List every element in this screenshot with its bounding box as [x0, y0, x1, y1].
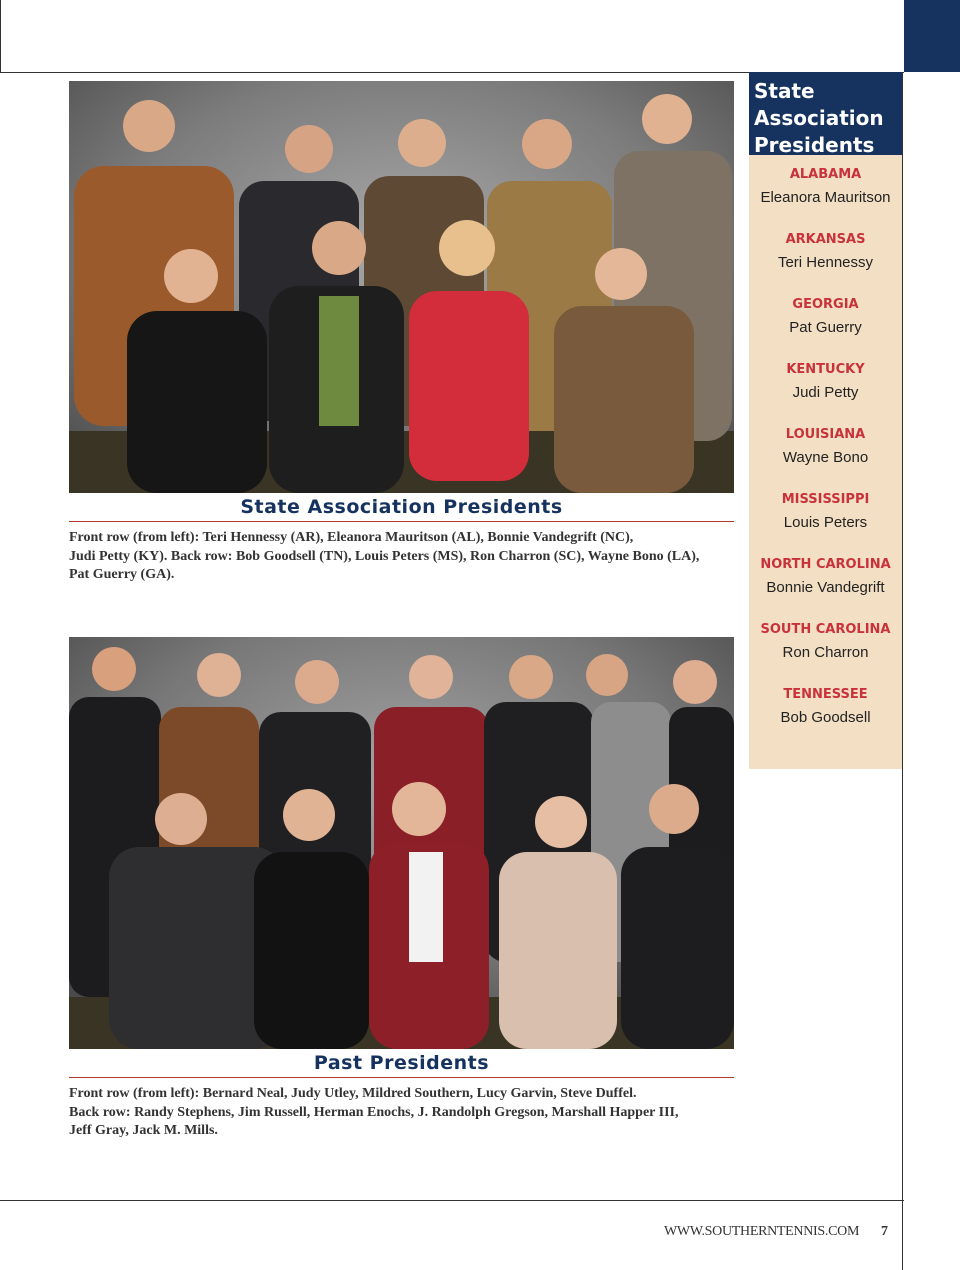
state-name: ARKANSAS [785, 232, 866, 247]
state-entry [749, 358, 902, 423]
state-name: NORTH CAROLINA [760, 557, 891, 572]
state-presidents-photo [69, 81, 734, 493]
state-name: GEORGIA [792, 297, 859, 312]
state-president-name: Pat Guerry [789, 319, 862, 336]
state-president-name: Louis Peters [783, 514, 868, 531]
state-list [749, 155, 902, 748]
state-presidents-caption-line: Front row (from left): Teri Hennessy (AR), Eleanora Mauritson (AL), Bonnie Vandegrift (NC), [69, 530, 634, 545]
footer-website-url[interactable]: WWW.SOUTHERNTENNIS.COM [664, 1224, 860, 1239]
top-left-border [0, 0, 1, 73]
state-name: TENNESSEE [783, 687, 868, 702]
sidebar-title-line: State [754, 79, 815, 103]
past-presidents-caption-line: Jeff Gray, Jack M. Mills. [69, 1123, 218, 1138]
past-presidents-caption-line: Front row (from left): Bernard Neal, Judy Utley, Mildred Southern, Lucy Garvin, Steve Duffel. [69, 1086, 637, 1101]
state-entry [749, 293, 902, 358]
state-name: KENTUCKY [786, 362, 865, 377]
state-entry [749, 618, 902, 683]
state-name: ALABAMA [789, 167, 862, 182]
state-presidents-caption-line: Pat Guerry (GA). [69, 567, 175, 582]
sidebar-title [749, 72, 902, 155]
state-president-name: Eleanora Mauritson [760, 189, 891, 206]
state-name: MISSISSIPPI [781, 492, 870, 507]
state-presidents-sidebar [749, 72, 902, 769]
past-presidents-title-rule [69, 1077, 734, 1078]
state-entry [749, 553, 902, 618]
past-presidents-photo [69, 637, 734, 1049]
state-presidents-caption-line: Judi Petty (KY). Back row: Bob Goodsell (TN), Louis Peters (MS), Ron Charron (SC), Wayne Bono (LA), [69, 548, 700, 564]
state-presidents-caption [69, 529, 739, 585]
past-presidents-caption [69, 1085, 739, 1141]
state-entry [749, 488, 902, 553]
past-presidents-caption-line: Back row: Randy Stephens, Jim Russell, Herman Enochs, J. Randolph Gregson, Marshall Happer III, [69, 1104, 679, 1120]
corner-color-block [904, 0, 960, 72]
state-president-name: Bonnie Vandegrift [766, 579, 885, 596]
state-entry [749, 163, 902, 228]
page-number: 7 [881, 1224, 888, 1239]
state-presidents-title-rule [69, 521, 734, 522]
right-column-rule [902, 72, 903, 1270]
state-entry [749, 228, 902, 293]
state-presidents-title: State Association Presidents [240, 496, 563, 518]
state-name: SOUTH CAROLINA [760, 622, 891, 637]
state-entry [749, 423, 902, 488]
state-president-name: Wayne Bono [782, 449, 869, 466]
state-president-name: Judi Petty [792, 384, 859, 401]
past-presidents-title: Past Presidents [313, 1052, 490, 1074]
state-president-name: Teri Hennessy [777, 254, 874, 271]
sidebar-title-line: Presidents [754, 133, 875, 157]
sidebar-title-line: Association [754, 106, 884, 130]
state-president-name: Ron Charron [782, 644, 869, 661]
footer-rule [0, 1200, 904, 1201]
state-president-name: Bob Goodsell [780, 709, 871, 726]
state-entry [749, 683, 902, 748]
state-name: LOUISIANA [785, 427, 866, 442]
